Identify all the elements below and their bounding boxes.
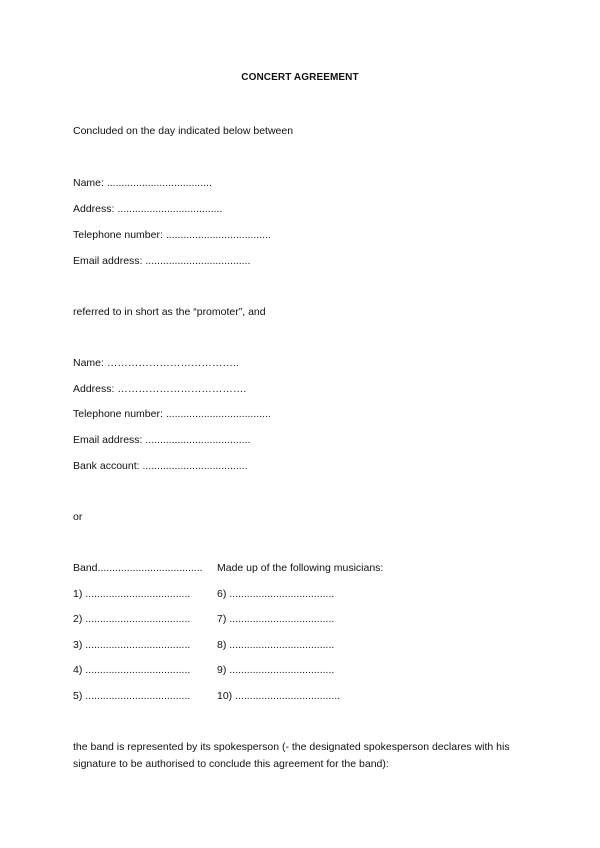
musician-field: 4) .................................... bbox=[73, 664, 191, 676]
musician-field: 5) .................................... bbox=[73, 690, 191, 702]
musician-field: 9) .................................... bbox=[217, 664, 335, 676]
musician-field: 7) .................................... bbox=[217, 613, 335, 625]
artist-telephone-field: Telephone number: .................................... bbox=[73, 408, 271, 420]
promoter-telephone-field: Telephone number: .................................... bbox=[73, 229, 271, 241]
or-text: or bbox=[73, 511, 83, 523]
artist-bank-field: Bank account: .................................... bbox=[73, 460, 248, 472]
intro-text: Concluded on the day indicated below between bbox=[73, 125, 294, 137]
musicians-heading: Made up of the following musicians: bbox=[217, 562, 384, 574]
band-field: Band.................................... bbox=[73, 562, 203, 574]
artist-address-field: Address: ………………………………. bbox=[73, 383, 247, 395]
musician-field: 1) .................................... bbox=[73, 588, 191, 600]
promoter-address-field: Address: .................................... bbox=[73, 203, 223, 215]
spokesperson-paragraph: the band is represented by its spokesperson (- the designated spokesperson declares with his signature to be authorised to conclude this agreement for the band): bbox=[73, 741, 510, 770]
musician-field: 6) .................................... bbox=[217, 588, 335, 600]
promoter-reference-text: referred to in short as the “promoter”, and bbox=[73, 306, 266, 318]
document-title: CONCERT AGREEMENT bbox=[241, 72, 359, 83]
promoter-name-field: Name: .................................... bbox=[73, 177, 212, 189]
musician-field: 8) .................................... bbox=[217, 639, 335, 651]
musician-field: 10) .................................... bbox=[217, 690, 341, 702]
musician-field: 2) .................................... bbox=[73, 613, 191, 625]
artist-name-field: Name: ……………………………….. bbox=[73, 357, 239, 369]
promoter-email-field: Email address: .................................... bbox=[73, 255, 251, 267]
musician-field: 3) .................................... bbox=[73, 639, 191, 651]
artist-email-field: Email address: .................................... bbox=[73, 434, 251, 446]
